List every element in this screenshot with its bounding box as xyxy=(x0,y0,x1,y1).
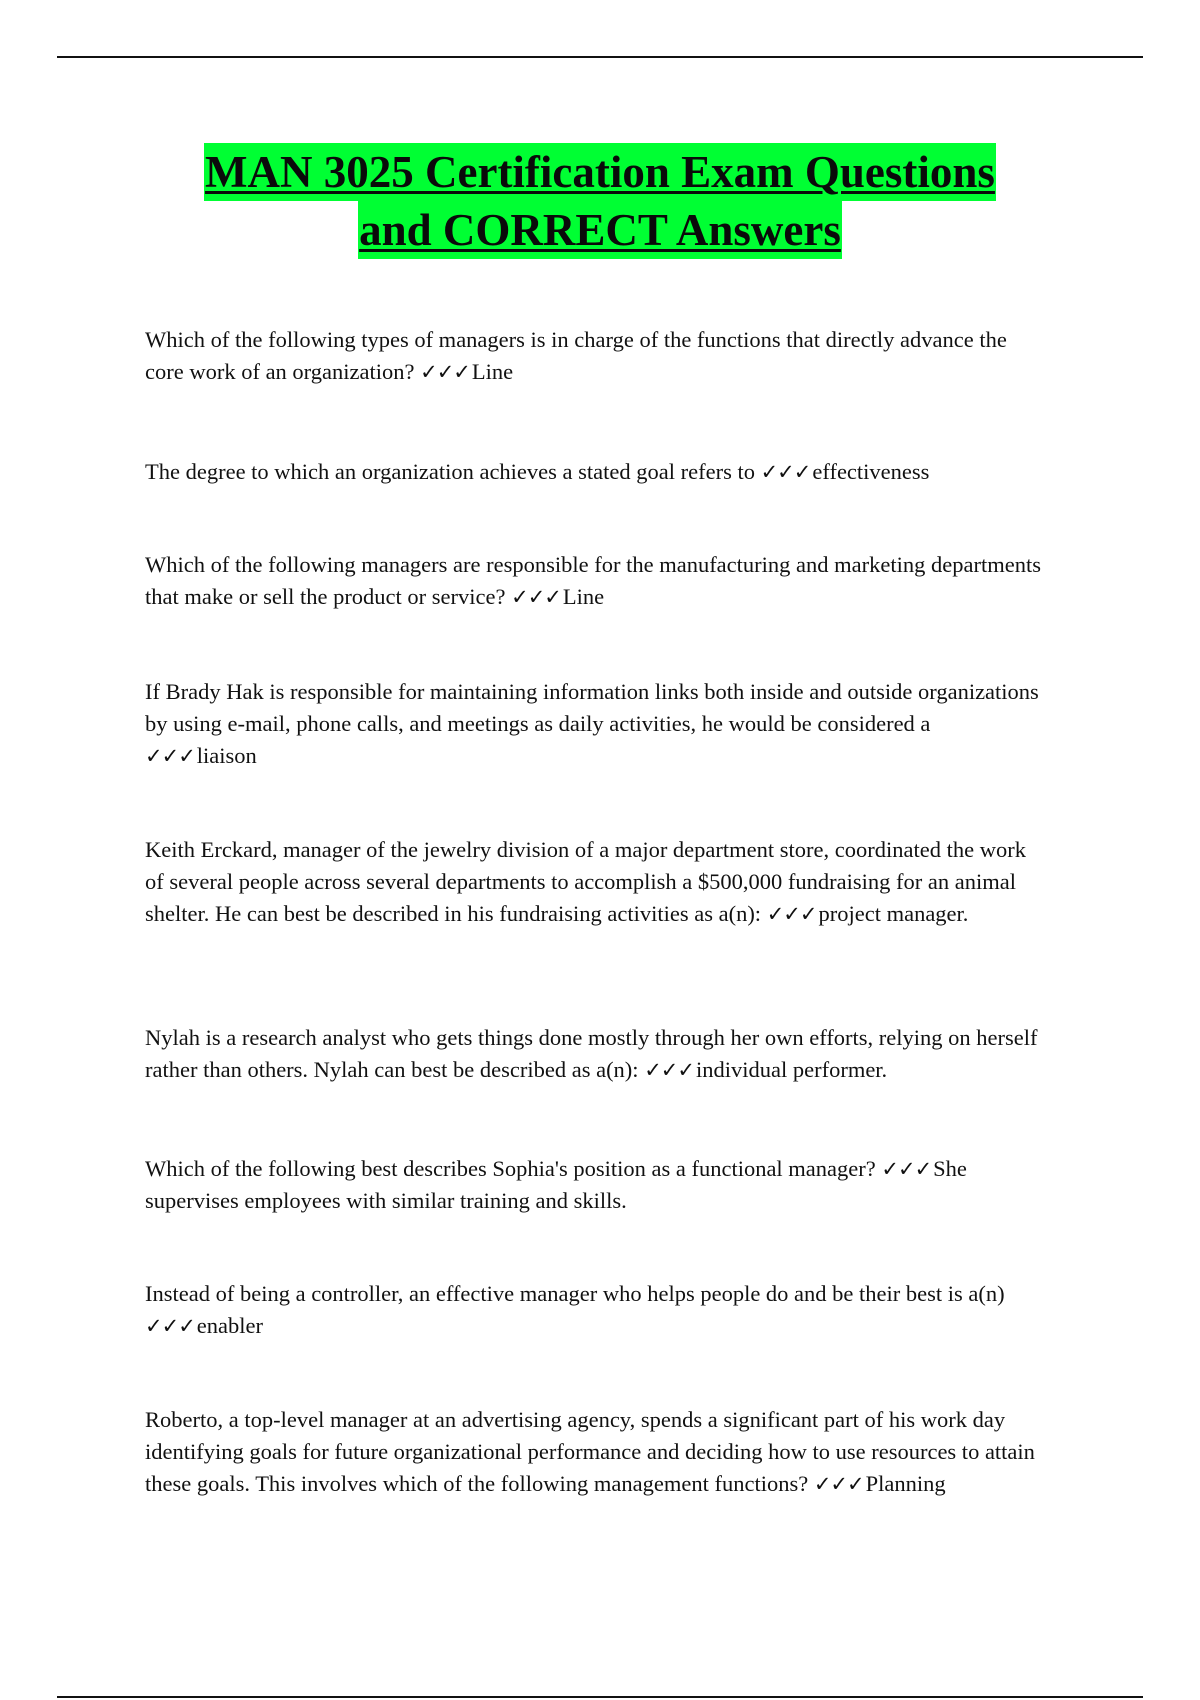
title-line-2: and CORRECT Answers xyxy=(358,201,842,259)
answer-text: individual performer. xyxy=(695,1057,888,1082)
checkmark-icon: ✓✓✓ xyxy=(644,1058,694,1082)
checkmark-icon: ✓✓✓ xyxy=(813,1472,864,1496)
question-text: Which of the following managers are responsible for the manufacturing and marketing departments that make or sell the product or service? xyxy=(145,552,1041,609)
qa-item-6 xyxy=(145,1022,1045,1086)
question-text: Which of the following best describes Sophia's position as a functional manager? xyxy=(145,1156,882,1181)
checkmark-icon: ✓✓✓ xyxy=(881,1157,932,1181)
qa-item-8 xyxy=(145,1278,1045,1342)
qa-item-2 xyxy=(145,456,1045,488)
answer-text: project manager. xyxy=(818,901,969,926)
question-text: Instead of being a controller, an effective manager who helps people do and be their best is a(n) xyxy=(145,1281,1005,1306)
qa-item-7 xyxy=(145,1153,1045,1217)
footer-divider xyxy=(57,1696,1143,1698)
checkmark-icon: ✓✓✓ xyxy=(420,360,470,384)
page-title xyxy=(60,143,1140,259)
question-text: Nylah is a research analyst who gets things done mostly through her own efforts, relying on herself rather than others. Nylah can best be described as a(n): xyxy=(145,1025,1038,1082)
question-text: Which of the following types of managers is in charge of the functions that directly advance the core work of an organization? xyxy=(145,327,1007,384)
answer-text: liaison xyxy=(196,743,257,768)
title-line-1: MAN 3025 Certification Exam Questions xyxy=(204,143,996,201)
checkmark-icon: ✓✓✓ xyxy=(760,460,811,484)
question-text: The degree to which an organization achieves a stated goal refers to xyxy=(145,459,761,484)
qa-item-9 xyxy=(145,1404,1045,1500)
answer-text: She supervises employees with similar training and skills. xyxy=(145,1156,967,1213)
checkmark-icon: ✓✓✓ xyxy=(145,1314,195,1338)
answer-text: Line xyxy=(471,359,514,384)
answer-text: effectiveness xyxy=(812,459,930,484)
answer-text: Planning xyxy=(865,1471,946,1496)
answer-text: Line xyxy=(562,584,605,609)
question-text: If Brady Hak is responsible for maintaining information links both inside and outside organizations by using e-mail, phone calls, and meetings as daily activities, he would be considered a xyxy=(145,679,1039,736)
qa-item-5 xyxy=(145,834,1045,930)
checkmark-icon: ✓✓✓ xyxy=(511,585,561,609)
checkmark-icon: ✓✓✓ xyxy=(145,744,195,768)
answer-text: enabler xyxy=(196,1313,264,1338)
question-text: Roberto, a top-level manager at an advertising agency, spends a significant part of his work day identifying goals for future organizational performance and deciding how to use resources to attain these goals. This involves which of the following management functions? xyxy=(145,1407,1035,1496)
qa-item-1 xyxy=(145,324,1045,388)
checkmark-icon: ✓✓✓ xyxy=(766,902,817,926)
qa-item-4 xyxy=(145,676,1045,772)
question-text: Keith Erckard, manager of the jewelry division of a major department store, coordinated the work of several people across several departments to accomplish a $500,000 fundraising for an animal shelter. He can best be described in his fundraising activities as a(n): xyxy=(145,837,1026,926)
header-divider xyxy=(57,56,1143,58)
qa-item-3 xyxy=(145,549,1045,613)
